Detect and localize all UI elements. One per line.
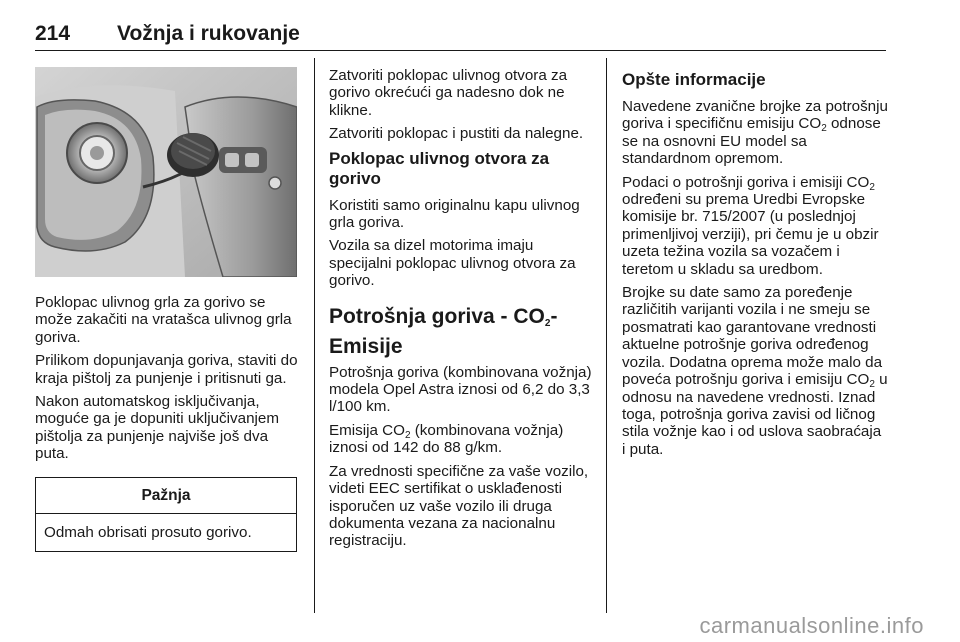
paragraph: [329, 422, 595, 457]
heading-subscript: 2: [544, 317, 551, 329]
paragraph: Koristiti samo originalnu kapu ulivnog grla goriva.: [329, 196, 580, 232]
paragraph: [622, 174, 888, 278]
paragraph: [622, 284, 888, 458]
column-2: [329, 67, 595, 556]
column-3: [622, 67, 888, 464]
subscript: 2: [821, 123, 827, 135]
text: Brojke su date samo za poređenje različitih varijanti vozila i ne smeju se posmatrati kao garantovane vrednosti aktuelne potrošnje goriva određenog vozila. Dodatna oprema može malo da poveća potrošnju goriva i emisiju CO: [622, 284, 883, 389]
paragraph: Za vrednosti specifične za vaše vozilo, videti EEC sertifikat o usklađenosti isporučen uz vaše vozilo ili druga dokumenta vezana za nacionalnu registraciju.: [329, 462, 589, 550]
page-header: [35, 22, 886, 51]
text: u odnosu na navedene vrednosti. Iznad toga, potrošnja goriva zavisi od ličnog stila vožnje kao i od uslova saobraćaja i puta.: [622, 371, 888, 458]
text: određeni su prema Uredbi Evropske komisije br. 715/2007 (u poslednjoj primenljivoj verziji), pri čemu je u obzir uzeta težina vozila sa vozačem i teretom u skladu sa uredbom.: [622, 191, 879, 278]
section-heading-general-info: Opšte informacije: [622, 70, 766, 89]
text: Navedene zvanične brojke za potrošnju goriva i specifičnu emisiju CO: [622, 98, 888, 133]
fuel-filler-illustration: [35, 67, 297, 277]
notice-title: Pažnja: [36, 478, 296, 514]
subscript: 2: [404, 429, 411, 441]
heading-text: Emisije: [329, 334, 403, 358]
text: Emisija CO: [329, 421, 405, 439]
paragraph: Potrošnja goriva (kombinovana vožnja) modela Opel Astra iznosi od 6,2 do 3,3 l/100 km.: [329, 363, 592, 416]
watermark: carmanualsonline.info: [699, 613, 924, 638]
paragraph: [622, 98, 888, 168]
paragraph: Zatvoriti poklopac ulivnog otvora za gorivo okrećući ga nadesno dok ne klikne.: [329, 67, 568, 119]
subscript: 2: [869, 379, 875, 391]
paragraph: Vozila sa dizel motorima imaju specijalni poklopac ulivnog otvora za gorivo.: [329, 237, 576, 290]
notice-box: [35, 477, 297, 553]
section-heading-fuel-consumption: [329, 304, 595, 360]
heading-text: Potrošnja goriva - CO: [329, 304, 545, 328]
paragraph: Poklopac ulivnog grla za gorivo se može zakačiti na vratašca ulivnog grla goriva.: [35, 294, 292, 346]
text: Podaci o potrošnji goriva i emisiji CO: [622, 173, 870, 191]
section-heading-fuel-cap: Poklopac ulivnog otvora za gorivo: [329, 148, 550, 188]
paragraph: Nakon automatskog isključivanja, moguće ga je dopuniti uključivanjem pištolja za punjenje najviše još dva puta.: [35, 393, 279, 463]
column-divider-2: [606, 58, 607, 613]
column-divider-1: [314, 58, 315, 613]
chapter-title: Vožnja i rukovanje: [117, 22, 300, 45]
page-number: 214: [35, 22, 71, 45]
text: odnose se na osnovni EU model sa standardnom opremom.: [622, 115, 881, 168]
heading-text: -: [550, 304, 558, 328]
text: (kombinovana vožnja) iznosi od 142 do 88 g/km.: [329, 421, 564, 457]
paragraph: Zatvoriti poklopac i pustiti da nalegne.: [329, 125, 584, 143]
notice-body: Odmah obrisati prosuto gorivo.: [44, 524, 252, 542]
column-1: [35, 294, 299, 552]
fuel-filler-photo: [35, 67, 297, 277]
paragraph: Prilikom dopunjavanja goriva, staviti do kraja pištolj za punjenje i pritisnuti ga.: [35, 352, 298, 387]
subscript: 2: [869, 181, 875, 193]
